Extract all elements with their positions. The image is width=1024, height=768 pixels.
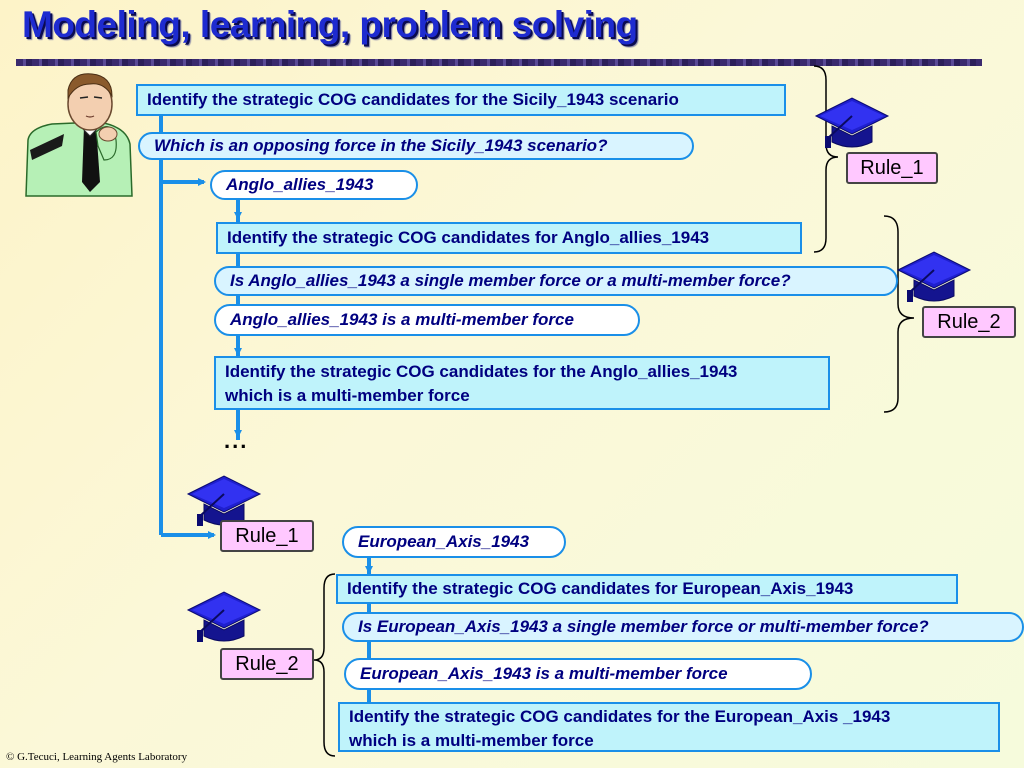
answer-anglo-allies: Anglo_allies_1943 xyxy=(210,170,418,200)
rule-2-label-top: Rule_2 xyxy=(922,306,1016,338)
rule-1-label-top: Rule_1 xyxy=(846,152,938,184)
page-title: Modeling, learning, problem solving xyxy=(22,4,638,45)
brace-rule2-top xyxy=(884,216,914,412)
rule-1-label-bottom: Rule_1 xyxy=(220,520,314,552)
ellipsis: ... xyxy=(224,428,249,453)
rule-2-label-bottom: Rule_2 xyxy=(220,648,314,680)
graduation-cap-icon xyxy=(188,592,260,642)
question-opposing-force: Which is an opposing force in the Sicily_1943 scenario? xyxy=(138,132,694,160)
brace-rule1-top xyxy=(814,66,838,252)
brace-bottom xyxy=(314,574,335,756)
task-european-axis: Identify the strategic COG candidates for European_Axis_1943 xyxy=(336,574,958,604)
graduation-cap-icon xyxy=(898,252,970,302)
answer-european-axis: European_Axis_1943 xyxy=(342,526,566,558)
task-european-multi-line-1: Identify the strategic COG candidates for the European_Axis _1943 xyxy=(349,707,891,726)
task-european-multi-member xyxy=(338,702,1000,752)
graduation-cap-icon xyxy=(188,476,260,526)
expert-person-icon xyxy=(26,74,132,196)
task-european-multi-line-2: which is a multi-member force xyxy=(349,731,594,750)
task-anglo-multi-member xyxy=(214,356,830,410)
task-anglo-multi-line-1: Identify the strategic COG candidates for the Anglo_allies_1943 xyxy=(225,362,738,381)
task-anglo-multi-line-2: which is a multi-member force xyxy=(225,386,470,405)
task-anglo-allies: Identify the strategic COG candidates for Anglo_allies_1943 xyxy=(216,222,802,254)
task-sicily: Identify the strategic COG candidates for the Sicily_1943 scenario xyxy=(136,84,786,116)
answer-anglo-multi-member: Anglo_allies_1943 is a multi-member force xyxy=(214,304,640,336)
copyright-footer: © G.Tecuci, Learning Agents Laboratory xyxy=(6,751,188,763)
graduation-cap-icon xyxy=(816,98,888,148)
question-anglo-member-force: Is Anglo_allies_1943 a single member force or a multi-member force? xyxy=(214,266,898,296)
answer-european-multi-member: European_Axis_1943 is a multi-member force xyxy=(344,658,812,690)
question-european-member-force: Is European_Axis_1943 a single member force or multi-member force? xyxy=(342,612,1024,642)
